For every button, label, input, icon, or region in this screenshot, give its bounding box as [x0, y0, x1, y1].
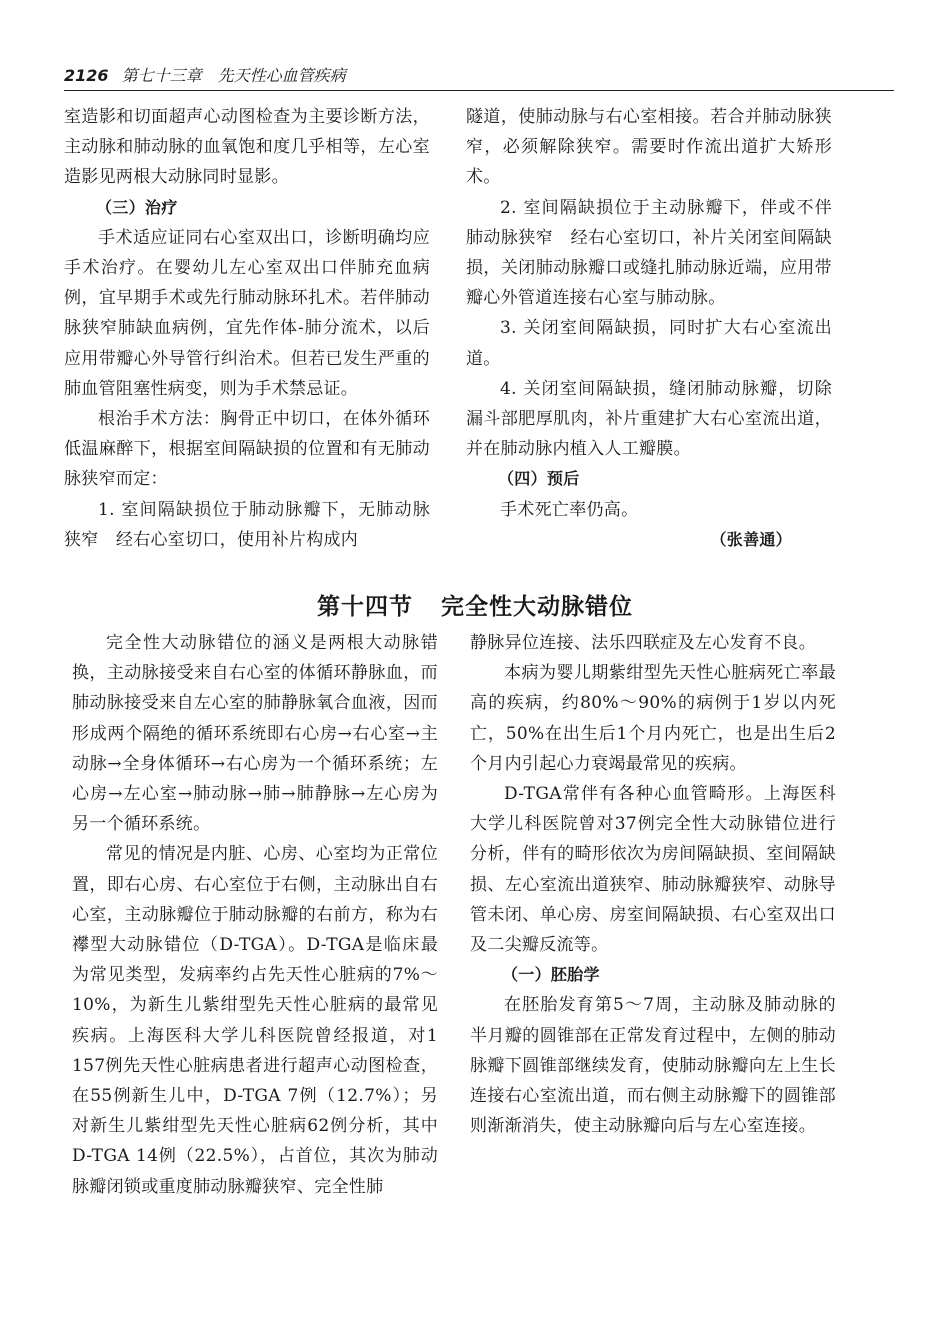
- bottom-right-column: [470, 628, 836, 1141]
- heading-embryology: （一）胚胎学: [502, 965, 600, 985]
- paragraph: 在胚胎发育第5～7周，主动脉及肺动脉的半月瓣的圆锥部在正常发育过程中，左侧的肺动脉瓣下圆锥部继续发育，使肺动脉瓣向左上生长连接右心室流出道，而右侧主动脉瓣下的圆锥部则渐渐消失，使主动脉瓣向后与左心室连接。: [470, 995, 836, 1137]
- paragraph: 3. 关闭室间隔缺损，同时扩大右心室流出道。: [466, 318, 832, 369]
- top-left-column: [64, 102, 430, 555]
- paragraph: 静脉异位连接、法乐四联症及左心发育不良。: [470, 633, 816, 653]
- paragraph: 手术死亡率仍高。: [500, 499, 639, 520]
- heading-treatment: （三）治疗: [96, 197, 178, 217]
- bottom-left-column: [72, 628, 438, 1202]
- paragraph: 2. 室间隔缺损位于主动脉瓣下，伴或不伴肺动脉狭窄 经右心室切口，补片关闭室间隔缺损，关闭肺动脉瓣口或缝扎肺动脉近端，应用带瓣心外管道连接右心室与肺动脉。: [466, 197, 832, 309]
- paragraph: 4. 关闭室间隔缺损，缝闭肺动脉瓣，切除漏斗部肥厚肌肉，补片重建扩大右心室流出道，并在肺动脉内植入人工瓣膜。: [466, 378, 832, 460]
- paragraph: D-TGA常伴有各种心血管畸形。上海医科大学儿科医院曾对37例完全性大动脉错位进行分析，伴有的畸形依次为房间隔缺损、室间隔缺损、左心室流出道狭窄、肺动脉瓣狭窄、动脉导管未闭、单心房、房室间隔缺损、右心室双出口及二尖瓣反流等。: [470, 784, 836, 956]
- paragraph: 根治手术方法：胸骨正中切口，在体外循环低温麻醉下，根据室间隔缺损的位置和有无肺动脉狭窄而定：: [64, 409, 430, 490]
- paragraph: 1. 室间隔缺损位于肺动脉瓣下，无肺动脉狭窄 经右心室切口，使用补片构成内: [64, 499, 430, 550]
- chapter-title: 第七十三章 先天性心血管疾病: [121, 66, 346, 85]
- page-header: [64, 62, 894, 91]
- section-number: 第十四节: [317, 594, 413, 620]
- heading-prognosis: （四）预后: [498, 469, 580, 489]
- page-number: 2126: [64, 66, 109, 85]
- paragraph: 常见的情况是内脏、心房、心室均为正常位置，即右心房、右心室位于右侧，主动脉出自右心室，主动脉瓣位于肺动脉瓣的右前方，称为右襻型大动脉错位（D-TGA）。D-TGA是临床最为常见类型，发病率约占先天性心脏病的7%～10%，为新生儿紫绀型先天性心脏病的最常见疾病。上海医科大学儿科医院曾经报道，对1 157例先天性心脏病患者进行超声心动图检查，在55例新生儿中，D-TGA 7例（12.7%）；另对新生儿紫绀型先天性心脏病62例分析，其中D-TGA 14例（22.5%），占首位，其次为肺动脉瓣闭锁或重度肺动脉瓣狭窄、完全性肺: [72, 844, 438, 1197]
- paragraph: 完全性大动脉错位的涵义是两根大动脉错换，主动脉接受来自右心室的体循环静脉血，而肺动脉接受来自左心室的肺静脉氧合血液，因而形成两个隔绝的循环系统即右心房→右心室→主动脉→全身体循环→右心房为一个循环系统；左心房→左心室→肺动脉→肺→肺静脉→左心房为另一个循环系统。: [72, 633, 438, 835]
- section-heading: 完全性大动脉错位: [441, 594, 633, 620]
- author-name: （张善通）: [710, 529, 792, 549]
- section-title: [0, 588, 950, 621]
- paragraph: 手术适应证同右心室双出口，诊断明确均应手术治疗。在婴幼儿左心室双出口伴肺充血病例，宜早期手术或先行肺动脉环扎术。若伴肺动脉狭窄肺缺血病例，宜先作体-肺分流术，以后应用带瓣心外导管行纠治术。但若已发生严重的肺血管阻塞性病变，则为手术禁忌证。: [64, 227, 430, 399]
- top-right-column: [466, 102, 832, 555]
- paragraph: 隧道，使肺动脉与右心室相接。若合并肺动脉狭窄，必须解除狭窄。需要时作流出道扩大矫形术。: [466, 107, 832, 188]
- paragraph: 室造影和切面超声心动图检查为主要诊断方法，主动脉和肺动脉的血氧饱和度几乎相等，左心室造影见两根大动脉同时显影。: [64, 107, 430, 188]
- paragraph: 本病为婴儿期紫绀型先天性心脏病死亡率最高的疾病，约80%～90%的病例于1岁以内死亡，50%在出生后1个月内死亡，也是出生后2个月内引起心力衰竭最常见的疾病。: [470, 663, 836, 774]
